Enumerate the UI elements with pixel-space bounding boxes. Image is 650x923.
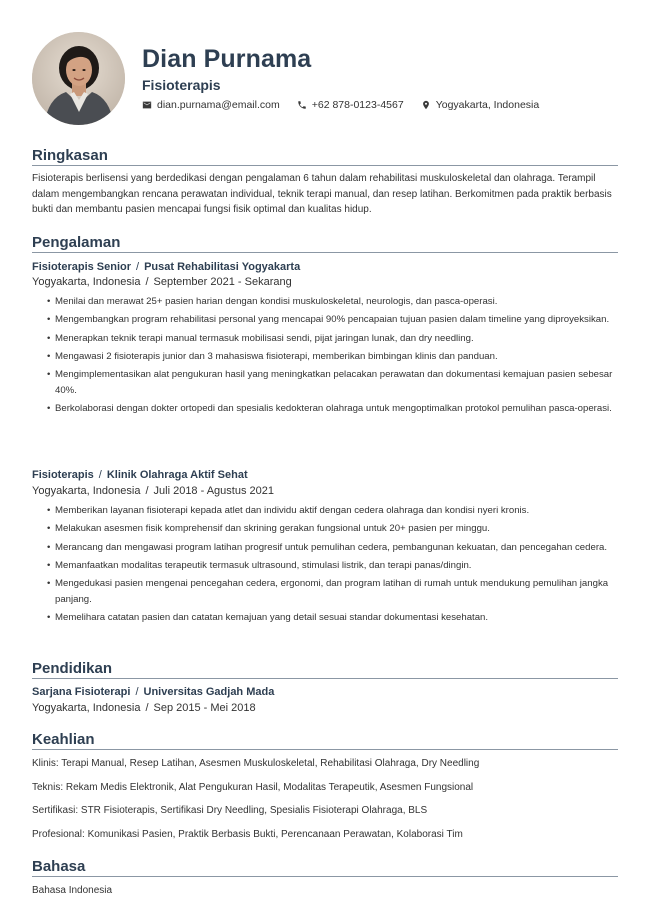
list-item: • Mengembangkan program rehabilitasi personal yang mencapai 90% pencapaian tujuan pasien dalam timeline yang diproyeksikan.: [48, 312, 616, 328]
contact-email[interactable]: [142, 99, 280, 111]
skill-line-clinical: Klinis: Terapi Manual, Resep Latihan, Asesmen Muskuloskeletal, Rehabilitasi Olahraga, Dry Needling: [32, 758, 480, 769]
education-degree: Sarjana Fisioterapi: [32, 686, 131, 698]
list-item: • Memelihara catatan pasien dan catatan kemajuan yang detail sesuai standar dokumentasi kesehatan.: [48, 610, 616, 626]
profile-photo: [32, 32, 125, 125]
list-item: • Mengimplementasikan alat pengukuran hasil yang meningkatkan pelacakan perawatan dan dokumentasi kemajuan pasien sebesar 40%.: [48, 367, 616, 399]
language-item: Bahasa Indonesia: [32, 885, 113, 896]
section-heading-education: Pendidikan: [32, 660, 618, 679]
list-item: • Melakukan asesmen fisik komprehensif dan skrining gerakan fungsional untuk 20+ pasien per minggu.: [48, 521, 616, 537]
list-item: • Merancang dan mengawasi program latihan progresif untuk pemulihan cedera, pembangunan kekuatan, dan pencegahan cedera.: [48, 540, 616, 556]
phone-text: +62 878-0123-4567: [311, 99, 404, 111]
education-location: Yogyakarta, Indonesia: [32, 702, 141, 714]
job-title-line: Fisioterapis Senior / Pusat Rehabilitasi Yogyakarta: [32, 261, 301, 273]
skill-line-certification: Sertifikasi: STR Fisioterapis, Sertifikasi Dry Needling, Spesialis Fisioterapi Olahraga, BLS: [32, 805, 428, 816]
candidate-title: Fisioterapis: [142, 77, 221, 93]
job-role: Fisioterapis: [32, 469, 94, 481]
job-meta-line: Yogyakarta, Indonesia / September 2021 - Sekarang: [32, 276, 292, 288]
skill-line-professional: Profesional: Komunikasi Pasien, Praktik Berbasis Bukti, Perencanaan Perawatan, Kolaborasi Tim: [32, 829, 463, 840]
location-text: Yogyakarta, Indonesia: [435, 99, 540, 111]
job-period: Juli 2018 - Agustus 2021: [153, 485, 274, 497]
job-bullets: [48, 294, 616, 420]
job-company: Pusat Rehabilitasi Yogyakarta: [144, 261, 301, 273]
list-item: • Menerapkan teknik terapi manual termasuk mobilisasi sendi, pijat jaringan lunak, dan dry needling.: [48, 331, 616, 347]
email-text: dian.purnama@email.com: [157, 99, 280, 111]
job-role: Fisioterapis Senior: [32, 261, 132, 273]
job-location: Yogyakarta, Indonesia: [32, 276, 141, 288]
email-icon: [142, 100, 152, 110]
contact-location: [421, 99, 540, 111]
section-heading-experience: Pengalaman: [32, 234, 618, 253]
summary-text: Fisioterapis berlisensi yang berdedikasi dengan pengalaman 6 tahun dalam rehabilitasi muskuloskeletal dan olahraga. Terampil dalam mengembangkan rencana perawatan individual, teknik terapi manual, dan resep latihan. Berkomitmen pada praktik berbasis bukti dan membantu pasien mencapai fungsi fisik optimal dan kualitas hidup.: [32, 173, 612, 215]
list-item: • Memberikan layanan fisioterapi kepada atlet dan individu aktif dengan cedera olahraga dan kondisi nyeri kronis.: [48, 503, 616, 519]
list-item: • Menilai dan merawat 25+ pasien harian dengan kondisi muskuloskeletal, neurologis, dan pasca-operasi.: [48, 294, 616, 310]
resume-header: [32, 32, 618, 126]
section-heading-skills: Keahlian: [32, 731, 618, 750]
education-title-line: Sarjana Fisioterapi / Universitas Gadjah Mada: [32, 686, 275, 698]
job-title-line: Fisioterapis / Klinik Olahraga Aktif Sehat: [32, 469, 248, 481]
location-pin-icon: [421, 100, 431, 110]
job-location: Yogyakarta, Indonesia: [32, 485, 141, 497]
skill-line-technical: Teknis: Rekam Medis Elektronik, Alat Pengukuran Hasil, Modalitas Terapeutik, Asesmen Fungsional: [32, 782, 474, 793]
contact-info: [142, 99, 556, 111]
job-period: September 2021 - Sekarang: [153, 276, 292, 288]
candidate-name: Dian Purnama: [142, 45, 312, 73]
contact-phone[interactable]: [297, 99, 404, 111]
education-period: Sep 2015 - Mei 2018: [153, 702, 256, 714]
section-heading-languages: Bahasa: [32, 858, 618, 877]
list-item: • Memanfaatkan modalitas terapeutik termasuk ultrasound, stimulasi listrik, dan terapi panas/dingin.: [48, 558, 616, 574]
job-meta-line: Yogyakarta, Indonesia / Juli 2018 - Agustus 2021: [32, 485, 274, 497]
education-school: Universitas Gadjah Mada: [143, 686, 275, 698]
section-heading-summary: Ringkasan: [32, 147, 618, 166]
list-item: • Mengawasi 2 fisioterapis junior dan 3 mahasiswa fisioterapi, memberikan bimbingan klinis dan panduan.: [48, 349, 616, 365]
list-item: • Mengedukasi pasien mengenai pencegahan cedera, ergonomi, dan program latihan di rumah untuk mendukung pemulihan jangka panjang.: [48, 576, 616, 608]
job-company: Klinik Olahraga Aktif Sehat: [106, 469, 248, 481]
job-bullets: [48, 503, 616, 629]
education-meta-line: Yogyakarta, Indonesia / Sep 2015 - Mei 2018: [32, 702, 256, 714]
list-item: • Berkolaborasi dengan dokter ortopedi dan spesialis kedokteran olahraga untuk mengoptimalkan protokol pemulihan pasca-operasi.: [48, 401, 616, 417]
phone-icon: [297, 100, 307, 110]
